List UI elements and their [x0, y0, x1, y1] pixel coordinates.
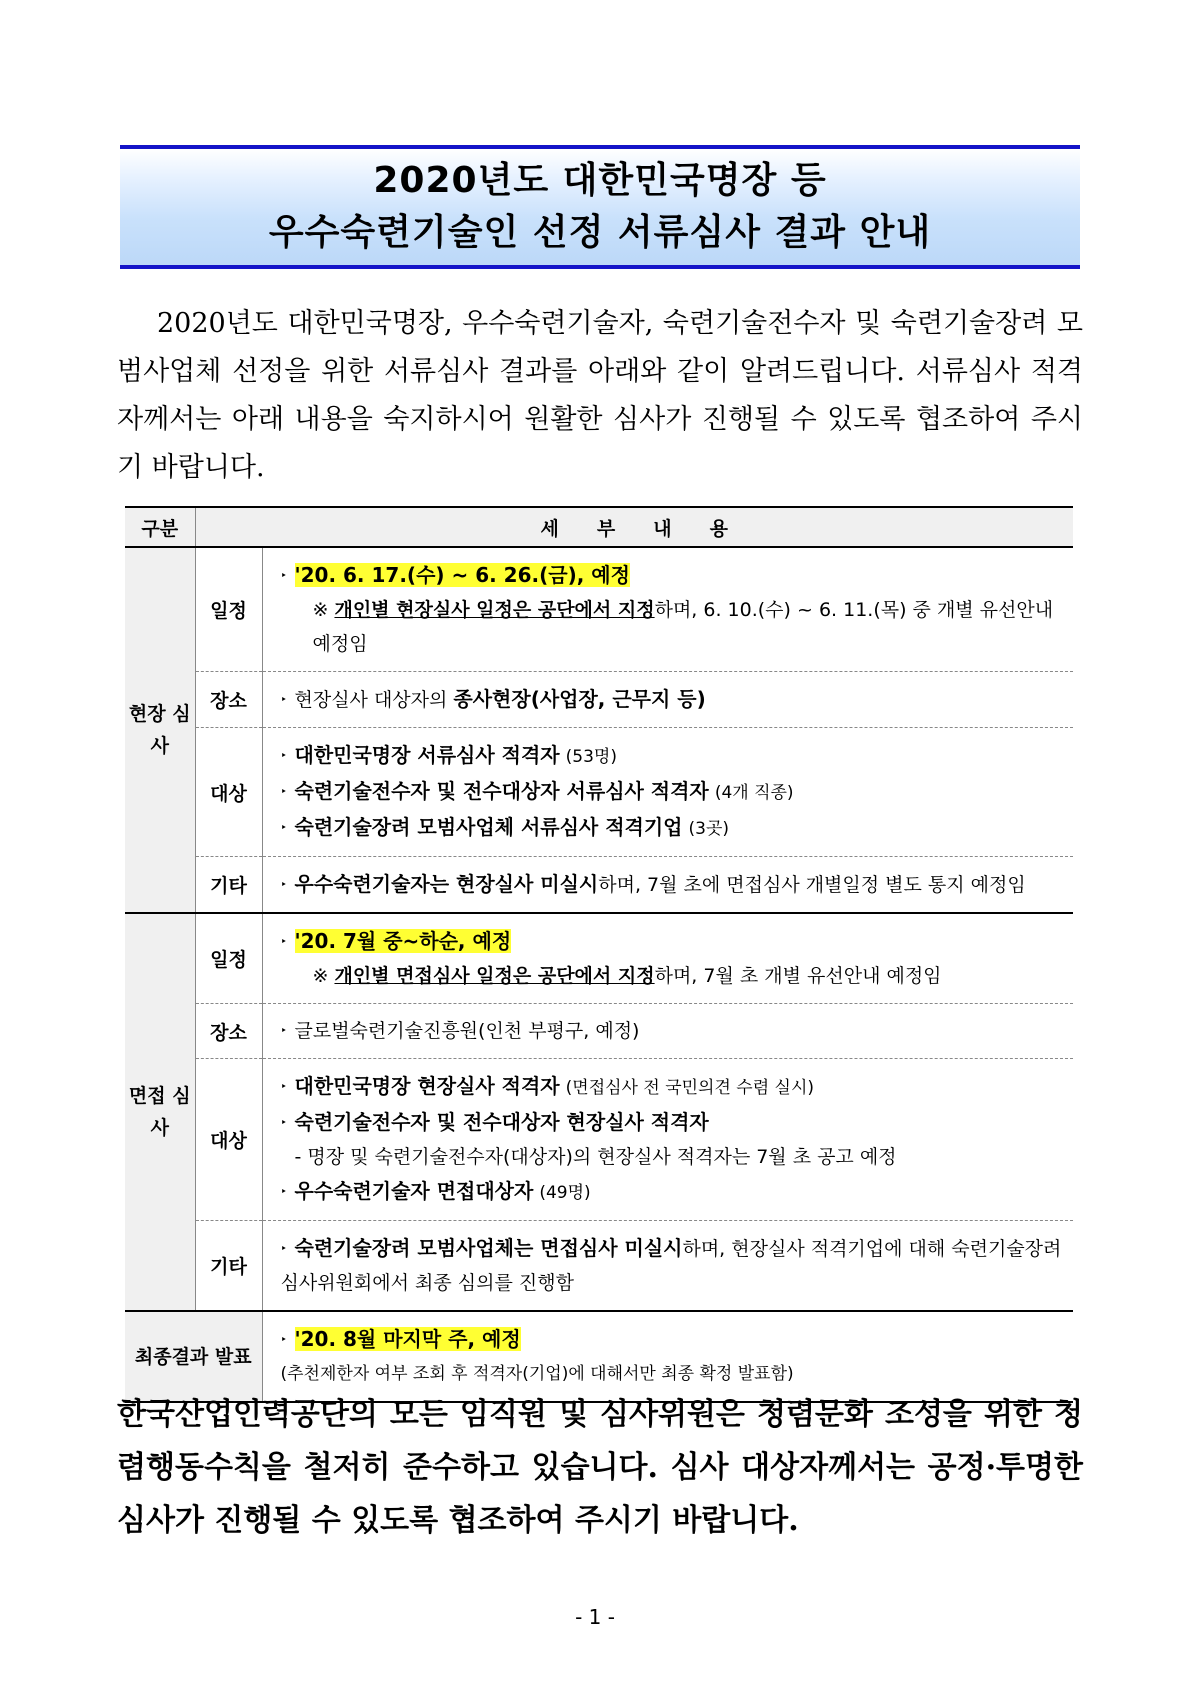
field-target-item-3: 숙련기술장려 모범사업체 서류심사 적격기업	[294, 815, 683, 839]
label-field-etc: 기타	[195, 857, 262, 914]
interview-etc-bold-2: 면접심사 미실시	[540, 1236, 683, 1260]
label-interview-place: 장소	[195, 1004, 262, 1059]
table-row	[125, 913, 1073, 1004]
interview-target-item-3-count: (49명)	[539, 1183, 591, 1203]
interview-place-text: 글로벌숙련기술진흥원(인천 부평구, 예정)	[294, 1020, 640, 1042]
field-schedule-content	[262, 547, 1073, 672]
table-header-row	[125, 507, 1073, 547]
bullet-icon: ‣	[280, 1333, 287, 1346]
field-schedule-note-underlined: 개인별 현장실사 일정은 공단에서 지정	[334, 599, 655, 621]
label-interview-etc: 기타	[195, 1221, 262, 1312]
interview-schedule-main: '20. 7월 중~하순, 예정	[294, 929, 512, 953]
interview-target-item-1: 대한민국명장 현장실사 적격자	[294, 1074, 560, 1098]
bullet-icon: ‣	[280, 878, 287, 891]
interview-target-item-2: 숙련기술전수자 및 전수대상자 현장실사 적격자	[294, 1110, 709, 1134]
field-target-item-2-count: (4개 직종)	[714, 783, 794, 803]
bullet-icon: ‣	[280, 693, 287, 706]
field-etc-bold: 우수숙련기술자는 현장실사 미실시	[294, 872, 599, 896]
interview-etc-content	[262, 1221, 1073, 1312]
closing-paragraph: 한국산업인력공단의 모든 임직원 및 심사위원은 청렴문화 조성을 위한 청렴행동수칙을 철저히 준수하고 있습니다. 심사 대상자께서는 공정·투명한 심사가 진행될 수 있도록 협조하여 주시기 바랍니다.	[117, 1397, 1083, 1538]
title-line-1: 2020년도 대한민국명장 등	[373, 160, 827, 201]
interview-target-content	[262, 1059, 1073, 1221]
label-interview-target: 대상	[195, 1059, 262, 1221]
interview-schedule-note-rest: 하며, 7월 초 개별 유선안내 예정임	[654, 965, 942, 987]
table-row	[125, 672, 1073, 728]
field-schedule-main: '20. 6. 17.(수) ~ 6. 26.(금), 예정	[294, 563, 630, 587]
group-interview-review: 면접 심사	[125, 913, 195, 1311]
bullet-icon: ‣	[280, 1242, 287, 1255]
bullet-icon: ‣	[280, 1080, 287, 1093]
field-place-content	[262, 672, 1073, 728]
table-row	[125, 547, 1073, 672]
field-target-item-2: 숙련기술전수자 및 전수대상자 서류심사 적격자	[294, 779, 709, 803]
interview-etc-bold-1: 숙련기술장려 모범사업체는	[294, 1236, 541, 1260]
bullet-icon: ‣	[280, 749, 287, 762]
field-target-content	[262, 728, 1073, 857]
label-field-target: 대상	[195, 728, 262, 857]
field-place-bold: 종사현장(사업장, 근무지 등)	[453, 687, 706, 711]
note-mark: ※	[312, 599, 329, 621]
title-line-2: 우수숙련기술인 선정 서류심사 결과 안내	[268, 212, 932, 253]
field-etc-content	[262, 857, 1073, 914]
intro-paragraph: 2020년도 대한민국명장, 우수숙련기술자, 숙련기술전수자 및 숙련기술장려 모범사업체 선정을 위한 서류심사 결과를 아래와 같이 알려드립니다. 서류심사 적격자께서는 아래 내용을 숙지하시어 원활한 심사가 진행될 수 있도록 협조하여 주시기 바랍니다.	[117, 308, 1083, 483]
table-row	[125, 857, 1073, 914]
interview-schedule-note-underlined: 개인별 면접심사 일정은 공단에서 지정	[334, 965, 655, 987]
field-target-item-1-count: (53명)	[565, 747, 617, 767]
page-number: - 1 -	[575, 1605, 615, 1629]
header-category: 구분	[125, 507, 195, 547]
field-etc-rest: 하며, 7월 초에 면접심사 개별일정 별도 통지 예정임	[598, 874, 1026, 896]
header-details: 세부내용	[195, 507, 1073, 547]
field-place-pre: 현장실사 대상자의	[294, 689, 454, 711]
bullet-icon: ‣	[280, 821, 287, 834]
interview-target-item-2-sub: - 명장 및 숙련기술전수자(대상자)의 현장실사 적격자는 7월 초 공고 예정	[294, 1146, 897, 1168]
label-field-schedule: 일정	[195, 547, 262, 672]
bullet-icon: ‣	[280, 785, 287, 798]
group-field-review: 현장 심사	[125, 547, 195, 913]
interview-place-content	[262, 1004, 1073, 1059]
label-field-place: 장소	[195, 672, 262, 728]
review-schedule-table	[125, 506, 1073, 1403]
interview-etc-rest: 하며, 현장실사 적격기업에 대해 숙련기술장려 심사위원회에서 최종 심의를 진행함	[280, 1238, 1062, 1294]
table-row	[125, 728, 1073, 857]
table-row	[125, 1004, 1073, 1059]
bullet-icon: ‣	[280, 569, 287, 582]
bullet-icon: ‣	[280, 1024, 287, 1037]
final-result-main: '20. 8월 마지막 주, 예정	[294, 1327, 521, 1351]
table-row	[125, 1221, 1073, 1312]
final-result-sub: (추천제한자 여부 조회 후 적격자(기업)에 대해서만 최종 확정 발표함)	[280, 1364, 794, 1384]
field-schedule-note-rest: 하며, 6. 10.(수) ~ 6. 11.(목) 중 개별 유선안내 예정임	[312, 599, 1054, 655]
note-mark: ※	[312, 965, 329, 987]
bullet-icon: ‣	[280, 1116, 287, 1129]
bullet-icon: ‣	[280, 935, 287, 948]
label-interview-schedule: 일정	[195, 913, 262, 1004]
table-row	[125, 1059, 1073, 1221]
field-target-item-3-count: (3곳)	[688, 819, 730, 839]
label-final-result: 최종결과 발표	[125, 1311, 262, 1402]
title-banner	[120, 145, 1080, 269]
interview-schedule-content	[262, 913, 1073, 1004]
interview-target-item-3: 우수숙련기술자 면접대상자	[294, 1179, 534, 1203]
interview-target-item-1-note: (면접심사 전 국민의견 수렴 실시)	[565, 1078, 815, 1098]
field-target-item-1: 대한민국명장 서류심사 적격자	[294, 743, 560, 767]
bullet-icon: ‣	[280, 1185, 287, 1198]
